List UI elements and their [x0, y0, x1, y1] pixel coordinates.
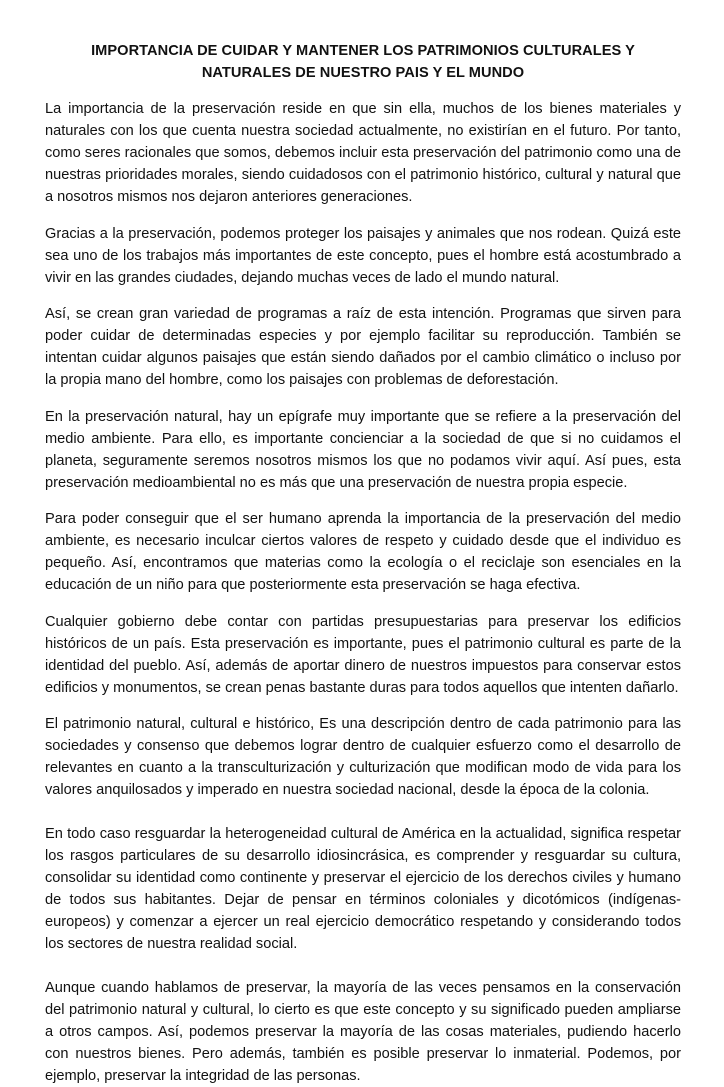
paragraph-2: Gracias a la preservación, podemos proteger los paisajes y animales que nos rodean. Quizá este sea uno de los trabajos más importantes de este concepto, pues el hombre está acostumbrado a vivir en las grandes ciudades, dejando muchas veces de lado el mundo natural.: [45, 225, 681, 286]
paragraph-6: Cualquier gobierno debe contar con partidas presupuestarias para preservar los edificios históricos de un país. Esta preservación es importante, pues el patrimonio cultural es parte de la identidad del pueblo. Así, además de aportar dinero de nuestros impuestos para conservar estos edificios y monumentos, se crean penas bastante duras para todos aquellos que intenten dañarlo.: [45, 613, 681, 696]
paragraph-9: Aunque cuando hablamos de preservar, la mayoría de las veces pensamos en la conservación del patrimonio natural y cultural, lo cierto es que este concepto y su significado pueden ampliarse a otros campos. Así, podemos preservar la mayoría de las cosas materiales, pudiendo hacerlo con nuestros bienes. Pero además, también es posible preservar lo inmaterial. Podemos, por ejemplo, preservar la integridad de las personas.: [45, 980, 681, 1084]
paragraph-3: Así, se crean gran variedad de programas a raíz de esta intención. Programas que sirven para poder cuidar de determinadas especies y por ejemplo facilitar su reproducción. También se intentan cuidar algunos paisajes que están siendo dañados por el cambio climático o incluso por la propia mano del hombre, como los paisajes con problemas de deforestación.: [45, 306, 681, 388]
title-line-1: IMPORTANCIA DE CUIDAR Y MANTENER LOS PATRIMONIOS CULTURALES Y: [91, 43, 635, 59]
paragraph-1: La importancia de la preservación reside en que sin ella, muchos de los bienes materiales y naturales con los que cuenta nuestra sociedad actualmente, no existirían en el futuro. Por tanto, como seres racionales que somos, debemos incluir esta preservación del patrimonio como una de nuestras prioridades morales, siendo cuidadosos con el patrimonio histórico, cultural y natural que a nosotros mismos nos dejaron anteriores generaciones.: [45, 101, 681, 205]
paragraph-7: El patrimonio natural, cultural e histórico, Es una descripción dentro de cada patrimonio para las sociedades y consenso que debemos lograr dentro de cualquier esfuerzo como el desarrollo de relevantes en cuanto a la transculturización y culturización que modifican modo de vida para los valores anquilosados y imperado en nuestra sociedad nacional, desde la época de la colonia.: [45, 716, 681, 798]
document-title: [45, 40, 681, 84]
paragraph-8: En todo caso resguardar la heterogeneidad cultural de América en la actualidad, significa respetar los rasgos particulares de su desarrollo idiosincrásica, es comprender y resguardar su cultura, consolidar su identidad como continente y preservar el ejercicio de los derechos civiles y humano de todos sus habitantes. Dejar de pensar en términos coloniales y dicotómicos (indígenas-europeos) y comenzar a ejercer un real ejercicio democrático respetando y considerando todos los sectores de nuestra realidad social.: [45, 826, 681, 952]
paragraph-5: Para poder conseguir que el ser humano aprenda la importancia de la preservación del medio ambiente, es necesario inculcar ciertos valores de respeto y cuidado desde que el individuo es pequeño. Así, encontramos que materias como la ecología o el reciclaje son esenciales en la educación de un niño para que posteriormente esta preservación se haga efectiva.: [45, 511, 681, 593]
title-line-2: NATURALES DE NUESTRO PAIS Y EL MUNDO: [201, 65, 525, 81]
paragraph-4: En la preservación natural, hay un epígrafe muy importante que se refiere a la preservación del medio ambiente. Para ello, es importante concienciar a la sociedad de que si no cuidamos el planeta, seguramente seremos nosotros mismos los que no podamos vivir aquí. Así pues, esta preservación medioambiental no es más que una preservación de nuestra propia especie.: [45, 408, 681, 491]
